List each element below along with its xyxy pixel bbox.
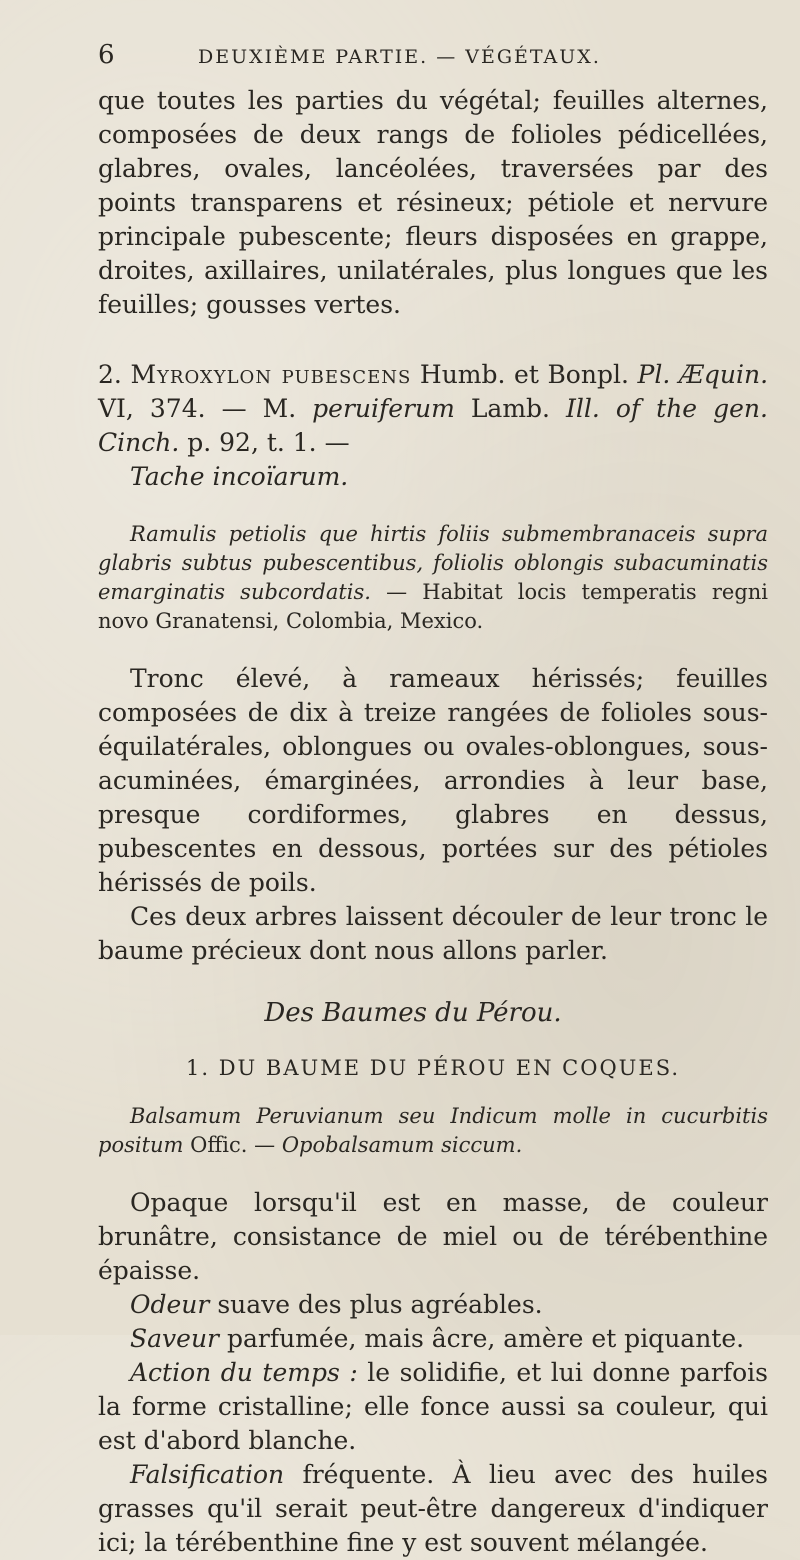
falsification-label: Falsification [130,1460,285,1489]
reference-2-location: p. 92, t. 1. — [187,428,350,457]
paragraph-description-continued: que toutes les parties du végétal; feuilles alternes, composées de deux rangs de folioles pédicellées, glabres, ovales, lancéolées, traversées par des points transparens et résineux; pétiole et nervure principale pubescente; fleurs disposées en grappe, droites, axillaires, unilatérales, plus longues que les feuilles; gousses vertes. [98,86,768,319]
page-number: 6 [98,40,116,70]
species-authority: Humb. et Bonpl. [419,360,629,389]
running-title: DEUXIÈME PARTIE. — VÉGÉTAUX. [198,46,601,68]
latin-habitat: — Habitat locis temperatis regni novo Granatensi, Colombia, Mexico. [98,580,769,633]
paragraph-falsification [98,1458,768,1560]
common-name: Tache incoïarum. [130,462,349,491]
reference-2-title: Ill. of the gen. Cinch. [98,394,768,457]
synonym-author: Lamb. [470,394,550,423]
paragraph-appearance: Opaque lorsqu'il est en masse, de couleur brunâtre, consistance de miel ou de térébenthine épaisse. [98,1188,768,1285]
reference-1-title: Pl. Æquin. [637,360,769,389]
synonyms-latin-2: Opobalsamum siccum. [281,1133,523,1157]
species-name: Myroxylon pubescens [130,360,412,389]
paragraph-trunk-description: Tronc élevé, à rameaux hérissés; feuilles composées de dix à treize rangées de folioles sous-équilatérales, oblongues ou ovales-oblongues, sous-acuminées, émarginées, arrondies à leur base, presque cordiformes, glabres en dessus, pubescentes en dessous, portées sur des pétioles hérissés de poils. [98,664,768,897]
reference-1-location: VI, 374. [98,394,206,423]
subsection-title: 1. DU BAUME DU PÉROU EN COQUES. [185,1056,681,1080]
action-text: le solidifie, et lui donne parfois la forme cristalline; elle fonce aussi sa couleur, qui est d'abord blanche. [98,1358,768,1455]
action-label: Action du temps : [130,1358,358,1387]
saveur-label: Saveur [130,1324,220,1353]
synonyms-officinal: Offic. — [190,1133,276,1157]
running-head [98,40,768,70]
paragraph-balsam-intro: Ces deux arbres laissent découler de leur tronc le baume précieux dont nous allons parler. [98,902,768,965]
species-entry-2 [98,358,768,494]
paragraph-odeur [98,1288,768,1322]
synonyms-latin: Balsamum Peruvianum seu Indicum molle in cucurbitis positum [98,1104,768,1157]
synonym-epithet: peruiferum [312,394,455,423]
latin-diagnosis [98,520,768,636]
officinal-synonyms [98,1102,768,1160]
falsification-text: fréquente. À lieu avec des huiles grasses qu'il serait peut-être dangereux d'indiquer ici; la térébenthine fine y est souvent mélangée. [98,1460,768,1557]
latin-description: Ramulis petiolis que hirtis foliis submembranaceis supra glabris subtus pubescentibus, foliolis oblongis subacuminatis emarginatis subcordatis. [98,522,768,604]
odeur-label: Odeur [130,1290,210,1319]
saveur-text: parfumée, mais âcre, amère et piquante. [226,1324,745,1353]
entry-number: 2. [98,360,122,389]
odeur-text: suave des plus agréables. [217,1290,543,1319]
paragraph-saveur [98,1322,768,1356]
book-page [98,40,768,1560]
section-title: Des Baumes du Pérou. [264,998,562,1028]
paragraph-action-du-temps [98,1356,768,1458]
synonym-prefix: — M. [221,394,297,423]
